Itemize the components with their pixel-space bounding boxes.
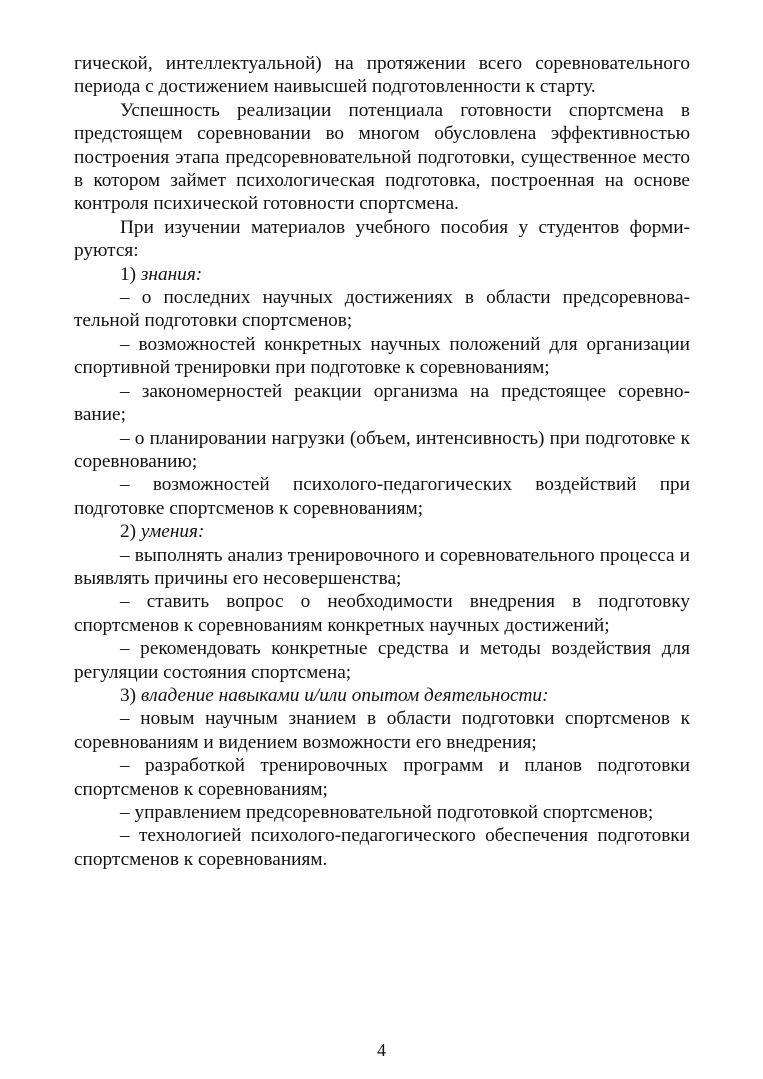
mastery-title: владение навыками и/или опытом деятельности: [140, 684, 549, 706]
page-body [74, 52, 690, 871]
knowledge-heading [74, 263, 690, 286]
skills-number: 2) [120, 521, 141, 543]
knowledge-number: 1) [120, 263, 141, 285]
knowledge-item: – закономерностей реакции организма на предстоящее соревнование; [74, 380, 690, 426]
mastery-number: 3) [120, 684, 141, 706]
paragraph-success: Успешность реализации потенциала готовности спортсмена в предстоящем соревновании во многом обусловлена эффективностью построения этапа предсоревновательной подготовки, существенное место в котором займет психологическая подготовка, построенная на основе контроля психической готовности спортсмена. [74, 99, 690, 215]
knowledge-item: – о планировании нагрузки (объем, интенсивность) при подготовке к соревнованию; [74, 427, 690, 472]
paragraph-intro: При изучении материалов учебного пособия у студентов формируются: [74, 216, 690, 262]
mastery-heading [74, 684, 690, 707]
mastery-item: – новым научным знанием в области подготовки спортсменов к соревнованиям и видением возможности его внедрения; [74, 708, 690, 753]
knowledge-title: знания: [140, 263, 203, 285]
mastery-item: – управлением предсоревновательной подготовкой спортсменов; [120, 802, 654, 823]
mastery-item: – разработкой тренировочных программ и планов подготовки спортсменов к соревнованиям; [74, 755, 690, 800]
knowledge-item: – о последних научных достижениях в области предсоревновательной подготовки спортсменов; [74, 287, 690, 332]
paragraph-continuation: гической, интеллектуальной) на протяжении всего соревновательного периода с достижением наивысшей подготовленности к старту. [74, 53, 690, 98]
page-number: 4 [377, 1040, 386, 1060]
knowledge-item: – возможностей психолого-педагогических воздействий при подготовке спортсменов к соревнованиям; [74, 474, 690, 519]
skills-title: умения: [140, 521, 205, 543]
skills-item: – рекомендовать конкретные средства и методы воздействия для регуляции состояния спортсмена; [74, 638, 690, 683]
knowledge-item: – возможностей конкретных научных положений для организации спортивной тренировки при подготовке к соревнованиям; [74, 333, 690, 379]
skills-heading [74, 520, 690, 543]
mastery-item: – технологией психолого-педагогического обеспечения подготовки спортсменов к соревнованиям. [74, 825, 690, 870]
skills-item: – выполнять анализ тренировочного и соревновательного процесса и выявлять причины его несовершенства; [74, 544, 690, 589]
skills-item: – ставить вопрос о необходимости внедрения в подготовку спортсменов к соревнованиям конкретных научных достижений; [74, 591, 690, 636]
